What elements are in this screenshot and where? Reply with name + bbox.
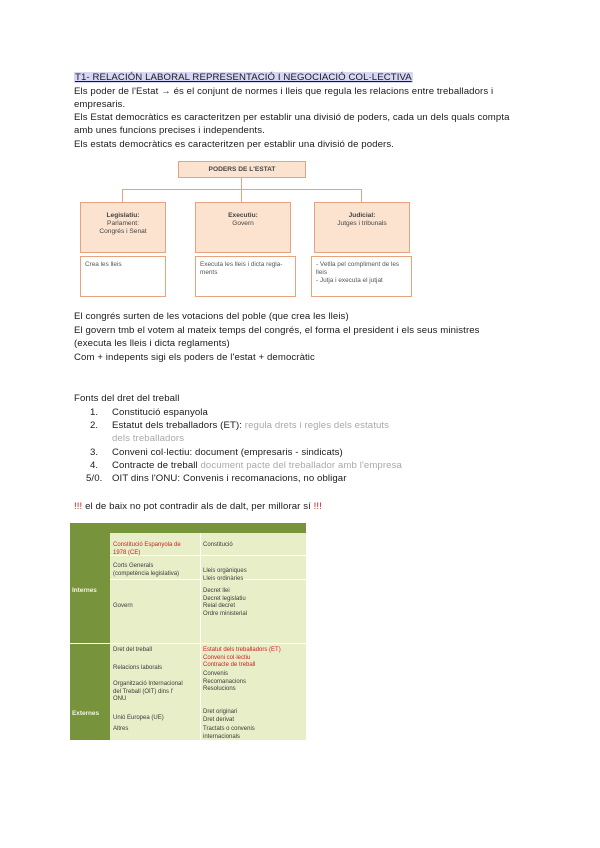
diagram-connector bbox=[361, 189, 362, 202]
table-cell: Lleis orgàniques Lleis ordinàries bbox=[203, 568, 247, 582]
table-header-bar bbox=[70, 523, 306, 533]
table-cell: Organització Internacional del Treball (OIT) dins l' ONU bbox=[113, 681, 183, 703]
diagram-connector bbox=[241, 178, 242, 189]
intro-line-2: empresaris. bbox=[74, 99, 126, 110]
table-cell: Constitució Espanyola de 1978 (CE) bbox=[113, 542, 181, 556]
text-line-executes: (executa les lleis i dicta reglaments) bbox=[74, 338, 230, 349]
intro-line-3: Els Estat democràtics es caracteritzen per establir una divisió de poders, cada un dels quals compta bbox=[74, 112, 510, 123]
table-group-divider bbox=[70, 643, 306, 644]
intro-line-4: amb unes funcions precises i independents. bbox=[74, 125, 265, 136]
diagram-branch-judicial: Judicial: Jutges i tribunals bbox=[314, 202, 410, 253]
diagram-root: PODERS DE L'ESTAT bbox=[178, 161, 306, 178]
table-cell: Constitució bbox=[203, 542, 233, 548]
diagram-note-judicial: - Vetlla pel compliment de les lleis - Jutja i executa el jutjat bbox=[311, 256, 412, 297]
diagram-branch-executive: Executiu: Govern bbox=[195, 202, 291, 253]
table-cell: Altres bbox=[113, 726, 129, 732]
table-cell: Convenis Recomanacions Resolucions bbox=[203, 671, 247, 693]
diagram-note-executive: Executa les lleis i dicta regla- ments bbox=[195, 256, 296, 297]
source-item: 2. Estatut dels treballadors (ET): regula drets i regles dels estatuts bbox=[90, 420, 390, 431]
table-cell: Tractats o convenis internacionals bbox=[203, 726, 255, 740]
diagram-connector bbox=[241, 189, 242, 202]
diagram-connector bbox=[122, 189, 123, 202]
table-column-divider bbox=[200, 533, 201, 740]
table-group-column bbox=[70, 533, 110, 740]
hierarchy-warning: !!! el de baix no pot contradir als de dalt, per millorar sí !!! bbox=[74, 501, 322, 512]
table-cell: Dret originari Dret derivat bbox=[203, 709, 238, 723]
text-line-government: El govern tmb el votem al mateix temps del congrés, el forma el president i els seus ministres bbox=[74, 325, 480, 336]
diagram-branch-legislative: Legislatiu: Parlament: Congrés i Senat bbox=[80, 202, 166, 253]
group-label-externes: Externes bbox=[72, 710, 99, 717]
text-line-congress: El congrés surten de les votacions del poble (que crea les lleis) bbox=[74, 311, 349, 322]
source-note-continuation: dels treballadors bbox=[112, 433, 185, 444]
intro-line-1: Els poder de l'Estat → és el conjunt de normes i lleis que regula les relacions entre treballadors i bbox=[74, 86, 494, 97]
table-cell: Unió Europea (UE) bbox=[113, 715, 164, 721]
table-cell: Decret llei Decret legislatiu Reial decret Ordre ministerial bbox=[203, 588, 248, 617]
source-item: 3. Conveni col·lectiu: document (empresaris - sindicats) bbox=[90, 447, 343, 458]
source-item: 5/0. OIT dins l'ONU: Convenis i recomanacions, no obligar bbox=[86, 473, 347, 484]
table-cell: Estatut dels treballadors (ET) Conveni col·lectiu Contracte de treball bbox=[203, 647, 281, 669]
text-line-independence: Com + indepents sigi els poders de l'estat + democràtic bbox=[74, 352, 315, 363]
source-item: 4. Contracte de treball document pacte del treballador amb l'empresa bbox=[90, 460, 402, 471]
diagram-connector bbox=[122, 189, 362, 190]
table-cell: Dret del treball bbox=[113, 647, 153, 653]
group-label-internes: Internes bbox=[72, 587, 97, 594]
sources-table bbox=[70, 523, 306, 740]
diagram-note-legislative: Crea les lleis bbox=[80, 256, 166, 297]
page-title: T1- RELACIÓN LABORAL REPRESENTACIÓ I NEGOCIACIÓ COL·LECTIVA bbox=[75, 72, 412, 83]
source-item: 1. Constitució espanyola bbox=[90, 407, 208, 418]
intro-line-5: Els estats democràtics es caracteritzen per establir una divisió de poders. bbox=[74, 139, 394, 150]
table-cell: Relacions laborals bbox=[113, 665, 163, 671]
sources-title: Fonts del dret del treball bbox=[74, 393, 180, 404]
table-cell: Govern bbox=[113, 603, 133, 609]
table-cell: Corts Generals (competència legislativa) bbox=[113, 563, 180, 577]
